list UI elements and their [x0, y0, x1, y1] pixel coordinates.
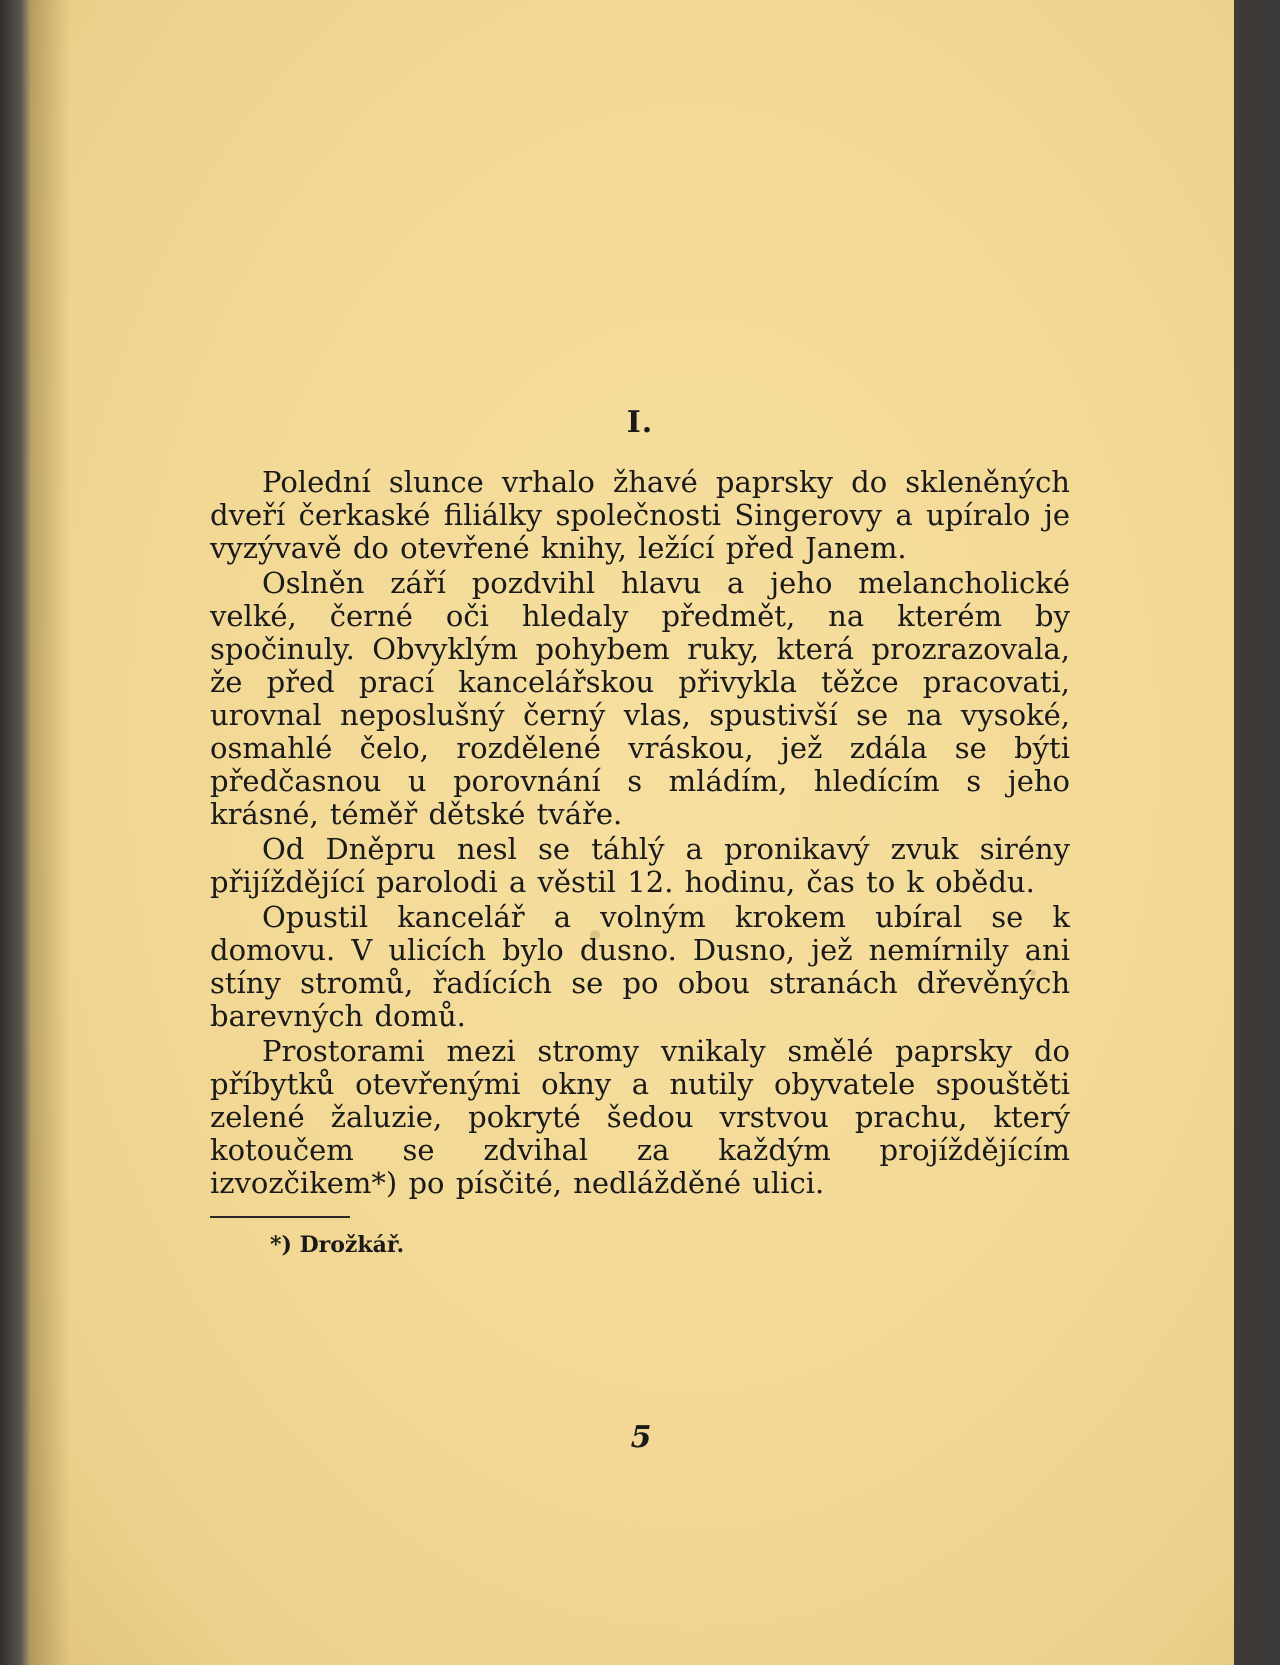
page-number: 5 — [630, 1420, 652, 1455]
footnote-divider — [210, 1216, 350, 1218]
paragraph: Polední slunce vrhalo žhavé paprsky do skleněných dveří čerkaské filiálky společnosti Singerovy a upíralo je vyzývavě do otevřené knihy, ležící před Janem. — [210, 465, 1070, 565]
page-gutter-shadow — [30, 0, 70, 1665]
book-binding-edge — [0, 0, 34, 1665]
book-page — [30, 0, 1252, 1665]
footnote: *) Drožkář. — [270, 1232, 405, 1258]
paragraph: Opustil kancelář a volným krokem ubíral se k domovu. V ulicích bylo dusno. Dusno, jež nemírnily ani stíny stromů, řadících se po obou stranách dřevěných barevných domů. — [210, 900, 1070, 1033]
paragraph: Oslněn září pozdvihl hlavu a jeho melancholické velké, černé oči hledaly předmět, na kterém by spočinuly. Obvyklým pohybem ruky, která prozrazovala, že před prací kancelářskou přivykla těžce pracovati, urovnal neposlušný černý vlas, spustivší se na vysoké, osmahlé čelo, rozdělené vráskou, jež zdála se býti předčasnou u porovnání s mládím, hledícím s jeho krásné, téměř dětské tváře. — [210, 566, 1070, 831]
paragraph: Od Dněpru nesl se táhlý a pronikavý zvuk sirény přijíždějící parolodi a věstil 12. hodinu, čas to k obědu. — [210, 832, 1070, 899]
chapter-heading: I. — [626, 405, 654, 440]
paragraph: Prostorami mezi stromy vnikaly smělé paprsky do příbytků otevřenými okny a nutily obyvatele spouštěti zelené žaluzie, pokryté šedou vrstvou prachu, který kotoučem se zdvihal za každým projíždějícím izvozčikem*) po písčité, nedlážděné ulici. — [210, 1034, 1070, 1200]
page-text-block — [210, 405, 1070, 1258]
